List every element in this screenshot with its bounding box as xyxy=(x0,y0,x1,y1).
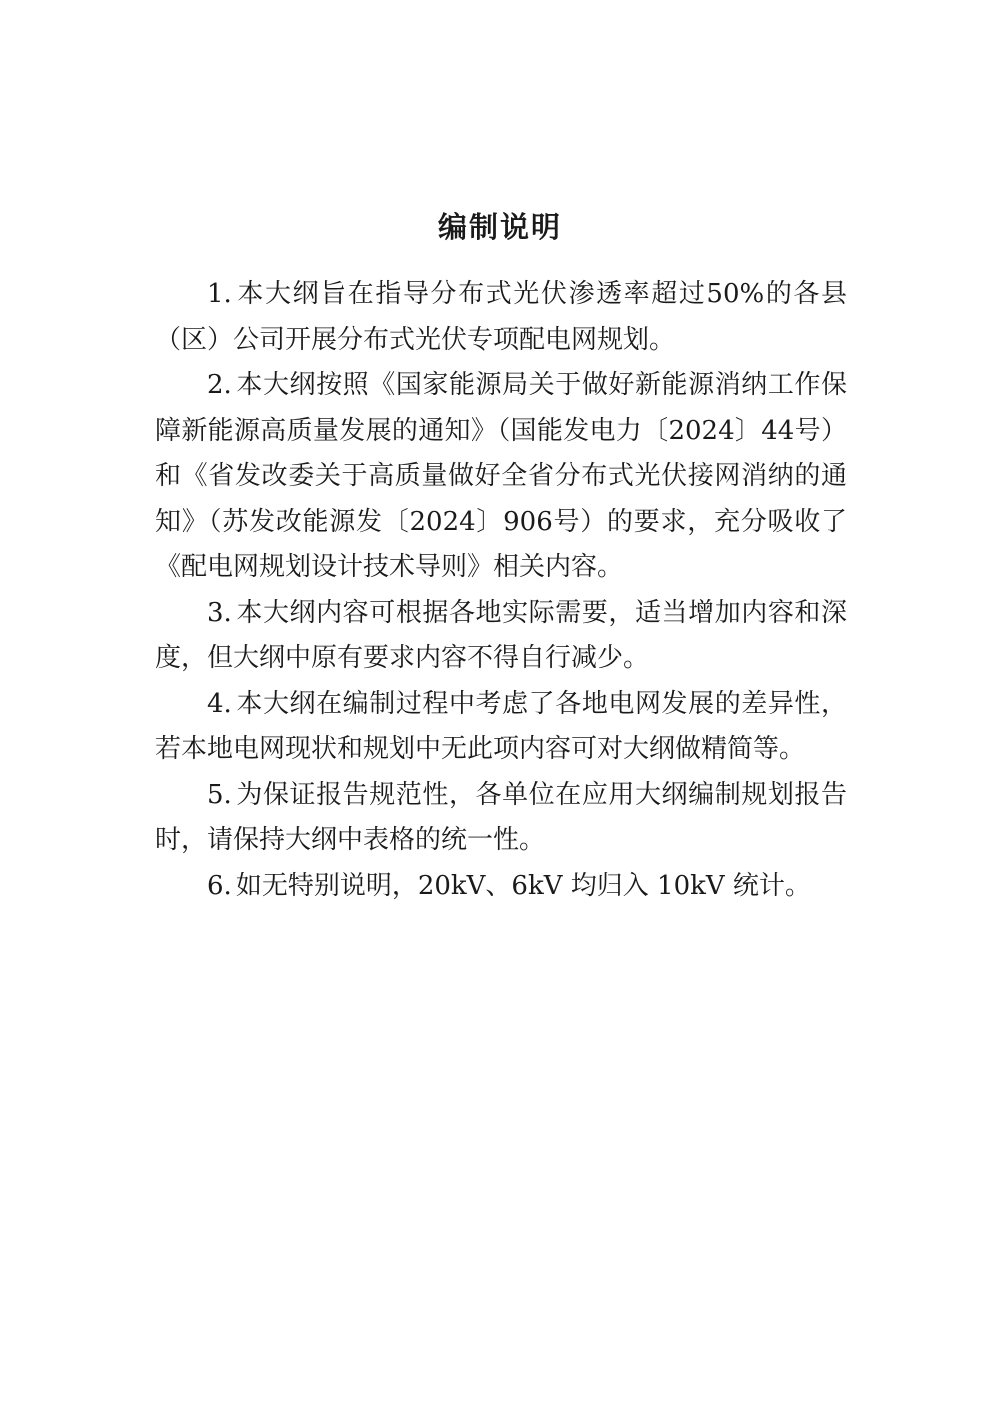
paragraph-number: 4. xyxy=(207,688,232,719)
paragraph-6 xyxy=(155,864,847,910)
paragraph-number: 2. xyxy=(207,370,232,400)
paragraph-number: 3. xyxy=(207,597,232,628)
page-title: 编制说明 xyxy=(437,210,562,244)
paragraph-text: 本大纲按照《国家能源局关于做好新能源消纳工作保障新能源高质量发展的通知》（国能发电力〔2024〕44号）和《省发改委关于高质量做好全省分布式光伏接网消纳的通知》（苏发改能源发〔2024〕906号）的要求，充分吸收了《配电网规划设计技术导则》相关内容。 xyxy=(155,370,847,582)
paragraph-text: 本大纲在编制过程中考虑了各地电网发展的差异性，若本地电网现状和规划中无此项内容可对大纲做精简等。 xyxy=(155,688,847,764)
paragraph-number: 1. xyxy=(207,279,232,309)
paragraph-1 xyxy=(155,272,847,363)
paragraph-5 xyxy=(155,773,847,864)
paragraph-4 xyxy=(155,682,847,773)
paragraph-number: 6. xyxy=(207,870,232,901)
paragraph-text: 本大纲内容可根据各地实际需要，适当增加内容和深度，但大纲中原有要求内容不得自行减少。 xyxy=(155,597,847,673)
paragraph-text: 为保证报告规范性，各单位在应用大纲编制规划报告时，请保持大纲中表格的统一性。 xyxy=(155,779,847,855)
paragraph-text: 如无特别说明，20kV、6kV 均归入 10kV 统计。 xyxy=(235,870,811,901)
paragraph-number: 5. xyxy=(207,779,232,810)
paragraph-3 xyxy=(155,591,847,682)
paragraph-text: 本大纲旨在指导分布式光伏渗透率超过50%的各县（区）公司开展分布式光伏专项配电网规划。 xyxy=(155,279,847,355)
document-body xyxy=(155,272,847,909)
paragraph-2 xyxy=(155,363,847,591)
